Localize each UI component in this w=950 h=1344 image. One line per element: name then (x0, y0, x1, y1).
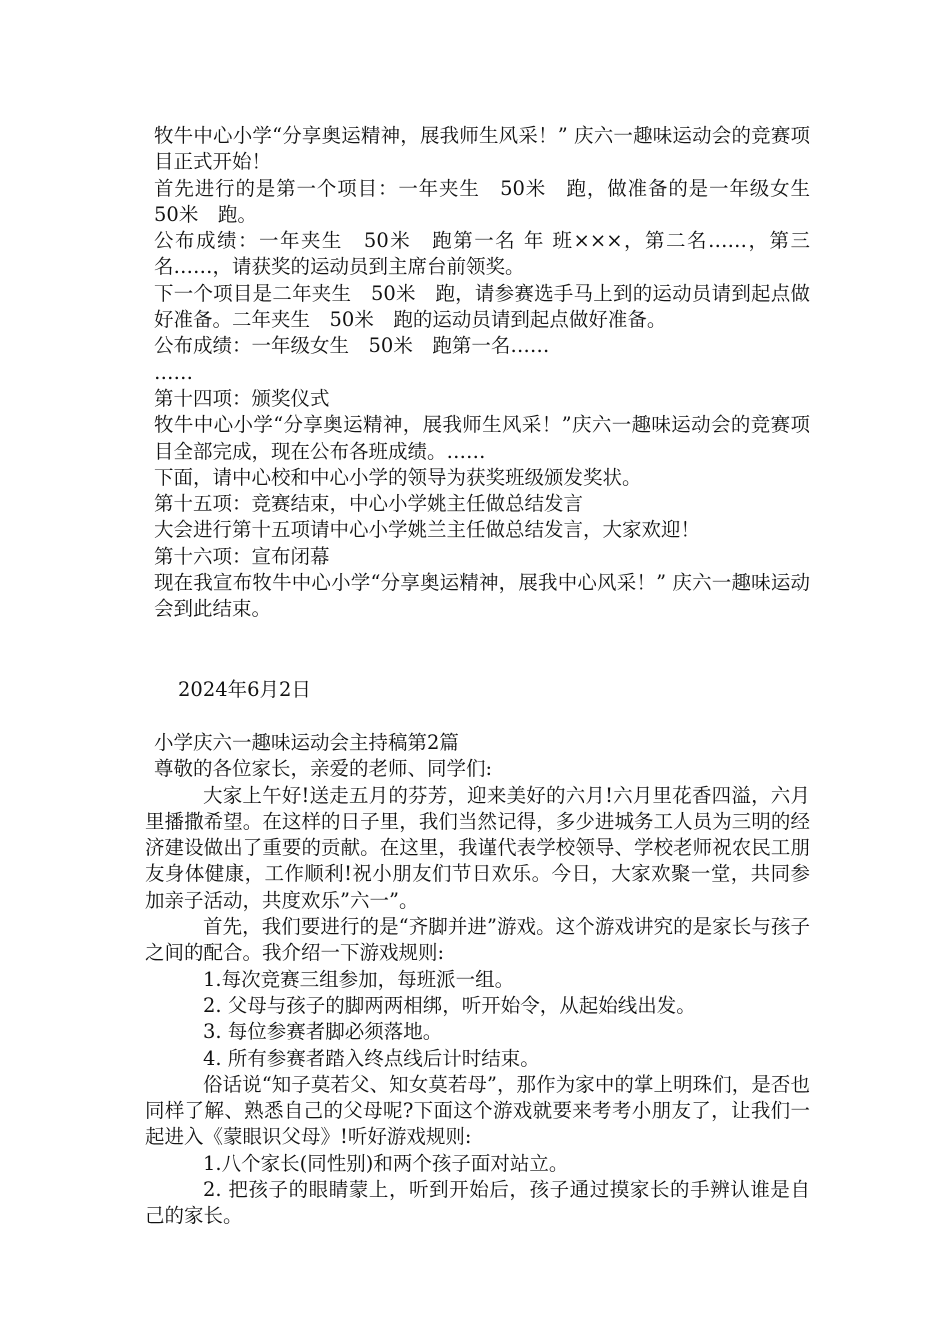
paragraph: 公布成绩：一年夹生 50米 跑第一名 年 班×××，第二名……，第三名……，请获奖的运动员到主席台前领奖。 (154, 229, 810, 279)
section-heading: 第十六项：宣布闭幕 (154, 544, 330, 568)
section-heading: 第十四项：颁奖仪式 (154, 386, 330, 410)
spacer (145, 623, 810, 677)
spacer (145, 703, 810, 730)
rule-item: 1.八个家长(同性别)和两个孩子面对站立。 (203, 1151, 569, 1175)
rule-item: 3. 每位参赛者脚必须落地。 (203, 1020, 443, 1044)
rule-item: 1.每次竞赛三组参加，每班派一组。 (203, 967, 515, 991)
paragraph: 公布成绩：一年级女生 50米 跑第一名…… (154, 334, 550, 358)
paragraph: 现在我宣布牧牛中心小学“分享奥运精神，展我中心风采！” 庆六一趣味运动会到此结束。 (154, 571, 810, 621)
paragraph: 牧牛中心小学“分享奥运精神，展我师生风采！”庆六一趣味运动会的竞赛项目全部完成，现在公布各班成绩。…… (154, 413, 810, 463)
paragraph: 大家上午好!送走五月的芬芳，迎来美好的六月!六月里花香四溢，六月里播撒希望。在这样的日子里，我们当然记得，多少进城务工人员为三明的经济建设做出了重要的贡献。在这里，我谨代表学校领导、学校老师祝农民工朋友身体健康，工作顺利!祝小朋友们节日欢乐。今日，大家欢聚一堂，共同参加亲子活动，共度欢乐”六一”。 (145, 783, 810, 912)
paragraph: 首先进行的是第一个项目：一年夹生 50米 跑，做准备的是一年级女生 50米 跑。 (154, 176, 830, 226)
paragraph: 牧牛中心小学“分享奥运精神，展我师生风采！” 庆六一趣味运动会的竞赛项目正式开始！ (154, 124, 810, 174)
document-body (145, 123, 830, 1230)
section-heading: 第十五项：竞赛结束，中心小学姚主任做总结发言 (154, 492, 584, 516)
document-date: 2024年6月2日 (178, 677, 311, 701)
paragraph: 大会进行第十五项请中心小学姚兰主任做总结发言，大家欢迎！ (154, 518, 701, 542)
paragraph: 下面，请中心校和中心小学的领导为获奖班级颁发奖状。 (154, 465, 642, 489)
salutation: 尊敬的各位家长，亲爱的老师、同学们: (154, 757, 493, 781)
paragraph: 首先，我们要进行的是“齐脚并进”游戏。这个游戏讲究的是家长与孩子之间的配合。我介绍一下游戏规则: (145, 915, 810, 965)
rule-item: 2. 父母与孩子的脚两两相绑，听开始令，从起始线出发。 (203, 993, 696, 1017)
rule-item: 2. 把孩子的眼睛蒙上，听到开始后，孩子通过摸家长的手辨认谁是自己的家长。 (145, 1177, 810, 1228)
rule-item: 4. 所有参赛者踏入终点线后计时结束。 (203, 1046, 540, 1070)
paragraph: 下一个项目是二年夹生 50米 跑，请参赛选手马上到的运动员请到起点做好准备。二年夹生 50米 跑的运动员请到起点做好准备。 (154, 281, 810, 332)
paragraph: …… (154, 360, 193, 384)
paragraph: 俗话说“知子莫若父、知女莫若母”，那作为家中的掌上明珠们，是否也同样了解、熟悉自己的父母呢?下面这个游戏就要来考考小朋友了，让我们一起进入《蒙眼识父母》!听好游戏规则: (145, 1072, 810, 1149)
document-title: 小学庆六一趣味运动会主持稿第2篇 (154, 730, 459, 754)
